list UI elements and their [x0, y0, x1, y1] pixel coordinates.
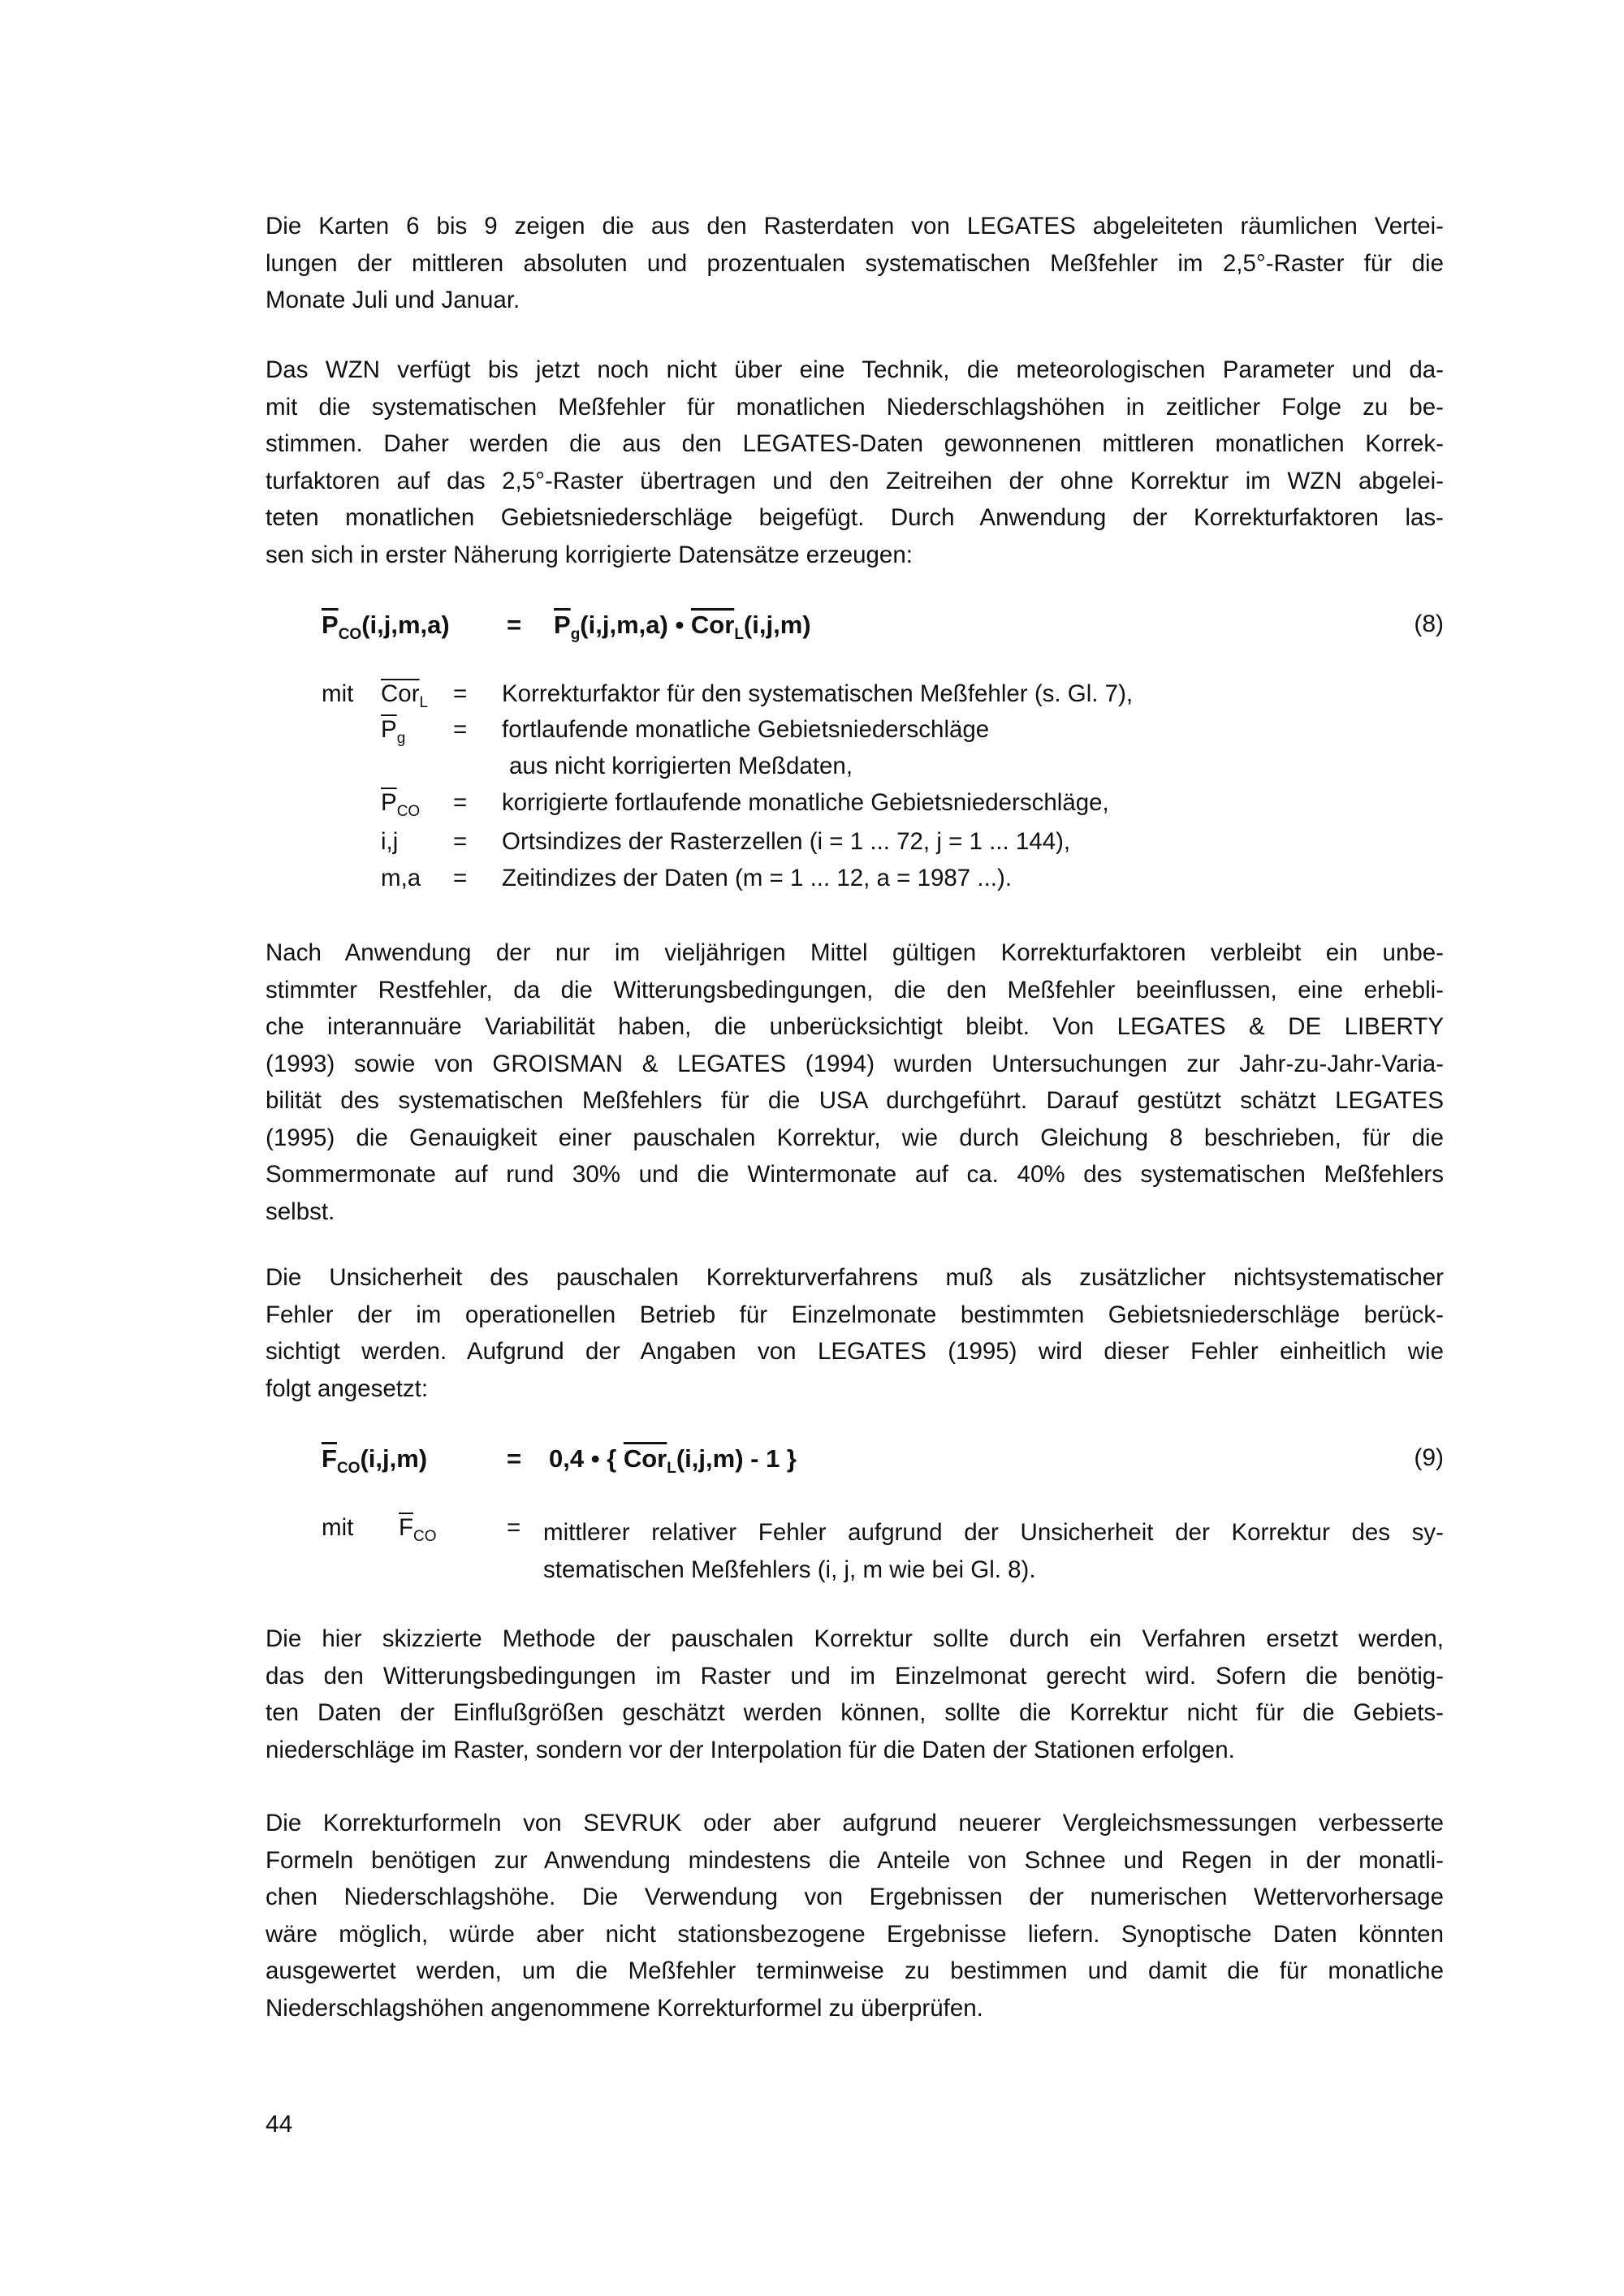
text-line: Sommermonate auf rund 30% und die Wintermonate auf ca. 40% des systematischen Meßfehlers	[266, 1161, 1444, 1188]
text-line: niederschläge im Raster, sondern vor der Interpolation für die Daten der Stationen erfolgen.	[266, 1736, 1235, 1763]
text-line: mit die systematischen Meßfehler für monatlichen Niederschlagshöhen in zeitlicher Folge zu be-	[266, 393, 1444, 421]
equals-sign: =	[507, 1444, 522, 1473]
paragraph-6	[266, 1805, 1444, 2026]
definition-text: fortlaufende monatliche Gebietsniederschläge	[502, 716, 990, 743]
text-line: (1995) die Genauigkeit einer pauschalen Korrektur, wie durch Gleichung 8 beschrieben, für die	[266, 1124, 1444, 1151]
text-line: teten monatlichen Gebietsniederschläge beigefügt. Durch Anwendung der Korrekturfaktoren las-	[266, 504, 1444, 531]
text-line: che interannuäre Variabilität haben, die unberücksichtigt bleibt. Von LEGATES & DE LIBERTY	[266, 1013, 1444, 1040]
definition-text: korrigierte fortlaufende monatliche Gebietsniederschläge,	[502, 789, 1109, 816]
symbol: $\overline{F}_{CO}$	[399, 1514, 437, 1545]
page-number: 44	[266, 2111, 293, 2138]
definition-text: Zeitindizes der Daten (m = 1 ... 12, a = 1987 ...).	[502, 865, 1013, 891]
symbol: i,j	[381, 828, 399, 855]
equation-9-lhs: $\overline{F}_{CO}(i,j,m)$	[322, 1444, 428, 1477]
text-line: Die Karten 6 bis 9 zeigen die aus den Rasterdaten von LEGATES abgeleiteten räumlichen Vertei-	[266, 213, 1444, 240]
text-line: folgt angesetzt:	[266, 1375, 429, 1402]
text-line: Die hier skizzierte Methode der pauschalen Korrektur sollte durch ein Verfahren ersetzt werden,	[266, 1625, 1444, 1652]
text-line: mittlerer relativer Fehler aufgrund der Unsicherheit der Korrektur des sy-	[543, 1519, 1444, 1546]
text-line: Nach Anwendung der nur im vieljährigen Mittel gültigen Korrekturfaktoren verbleibt ein unbe-	[266, 939, 1444, 966]
equals-sign: =	[453, 716, 468, 743]
paragraph-3	[266, 934, 1444, 1230]
paragraph-2	[266, 352, 1444, 573]
definition-text: Korrekturfaktor für den systematischen Meßfehler (s. Gl. 7),	[502, 680, 1134, 707]
text-line: stimmen. Daher werden die aus den LEGATES-Daten gewonnenen mittleren monatlichen Korrek-	[266, 430, 1444, 457]
symbol: $\overline{Cor}_L$	[381, 680, 429, 711]
definition-text	[543, 1514, 1444, 1588]
equals-sign: =	[453, 828, 468, 855]
text-line: Monate Juli und Januar.	[266, 287, 520, 313]
text-line: ausgewertet werden, um die Meßfehler terminweise zu bestimmen und damit die für monatliche	[266, 1957, 1444, 1984]
text-line: Fehler der im operationellen Betrieb für Einzelmonate bestimmten Gebietsniederschläge berück-	[266, 1301, 1444, 1328]
definition-text: aus nicht korrigierten Meßdaten,	[509, 753, 853, 779]
text-line: turfaktoren auf das 2,5°-Raster übertragen und den Zeitreihen der ohne Korrektur im WZN abgelei-	[266, 467, 1444, 494]
text-line: selbst.	[266, 1198, 335, 1225]
text-line: sichtigt werden. Aufgrund der Angaben von LEGATES (1995) wird dieser Fehler einheitlich wie	[266, 1338, 1444, 1365]
text-line: Die Unsicherheit des pauschalen Korrekturverfahrens muß als zusätzlicher nichtsystematischer	[266, 1264, 1444, 1291]
text-line: Die Korrekturformeln von SEVRUK oder aber aufgrund neuerer Vergleichsmessungen verbesserte	[266, 1810, 1444, 1836]
paragraph-1	[266, 208, 1444, 319]
paragraph-5	[266, 1621, 1444, 1768]
symbol: m,a	[381, 865, 421, 891]
equals-sign: =	[507, 611, 522, 639]
text-line: bilität des systematischen Meßfehlers für die USA durchgeführt. Darauf gestützt schätzt LEGATES	[266, 1087, 1444, 1114]
equation-8-rhs: $\overline{P}_g(i,j,m,a)$ • $\overline{Cor}_L(i,j,m)$	[554, 611, 811, 643]
text-line: Das WZN verfügt bis jetzt noch nicht über eine Technik, die meteorologischen Parameter und da-	[266, 356, 1444, 383]
equation-8-lhs: $\overline{P}_{CO}(i,j,m,a)$	[322, 611, 450, 643]
text-line: wäre möglich, würde aber nicht stationsbezogene Ergebnisse liefern. Synoptische Daten könnten	[266, 1920, 1444, 1948]
text-line: sen sich in erster Näherung korrigierte Datensätze erzeugen:	[266, 541, 913, 568]
text-line: ten Daten der Einflußgrößen geschätzt werden können, sollte die Korrektur nicht für die Gebiets-	[266, 1699, 1444, 1726]
equals-sign: =	[453, 680, 468, 707]
text-line: das den Witterungsbedingungen im Raster und im Einzelmonat gerecht wird. Sofern die benötig-	[266, 1662, 1444, 1690]
paragraph-4	[266, 1259, 1444, 1407]
equals-sign: =	[507, 1514, 521, 1541]
text-line: lungen der mittleren absoluten und prozentualen systematischen Meßfehler im 2,5°-Raster für die	[266, 249, 1444, 277]
text-line: Formeln benötigen zur Anwendung mindestens die Anteile von Schnee und Regen in der monatli-	[266, 1846, 1444, 1874]
mit-label: mit	[322, 1514, 354, 1541]
equation-number: (8)	[1414, 611, 1444, 637]
symbol: $\overline{P}_{CO}$	[381, 789, 421, 820]
text-line: Niederschlagshöhen angenommene Korrekturformel zu überprüfen.	[266, 1994, 983, 2022]
symbol: $\overline{P}_g$	[381, 716, 406, 747]
definition-text: Ortsindizes der Rasterzellen (i = 1 ... 72, j = 1 ... 144),	[502, 828, 1071, 855]
text-line: stimmter Restfehler, da die Witterungsbedingungen, die den Meßfehler beeinflussen, eine erhebli-	[266, 976, 1444, 1003]
equals-sign: =	[453, 789, 468, 816]
text-line: chen Niederschlagshöhe. Die Verwendung von Ergebnissen der numerischen Wettervorhersage	[266, 1884, 1444, 1910]
text-line: (1993) sowie von GROISMAN & LEGATES (1994) wurden Untersuchungen zur Jahr-zu-Jahr-Varia-	[266, 1050, 1444, 1077]
mit-label: mit	[322, 680, 354, 707]
equals-sign: =	[453, 865, 468, 891]
text-line: stematischen Meßfehlers (i, j, m wie bei Gl. 8).	[543, 1556, 1036, 1583]
equation-number: (9)	[1414, 1444, 1444, 1471]
equation-9-rhs: 0,4 • { $\overline{Cor}_L(i,j,m) - 1$ }	[549, 1444, 797, 1477]
